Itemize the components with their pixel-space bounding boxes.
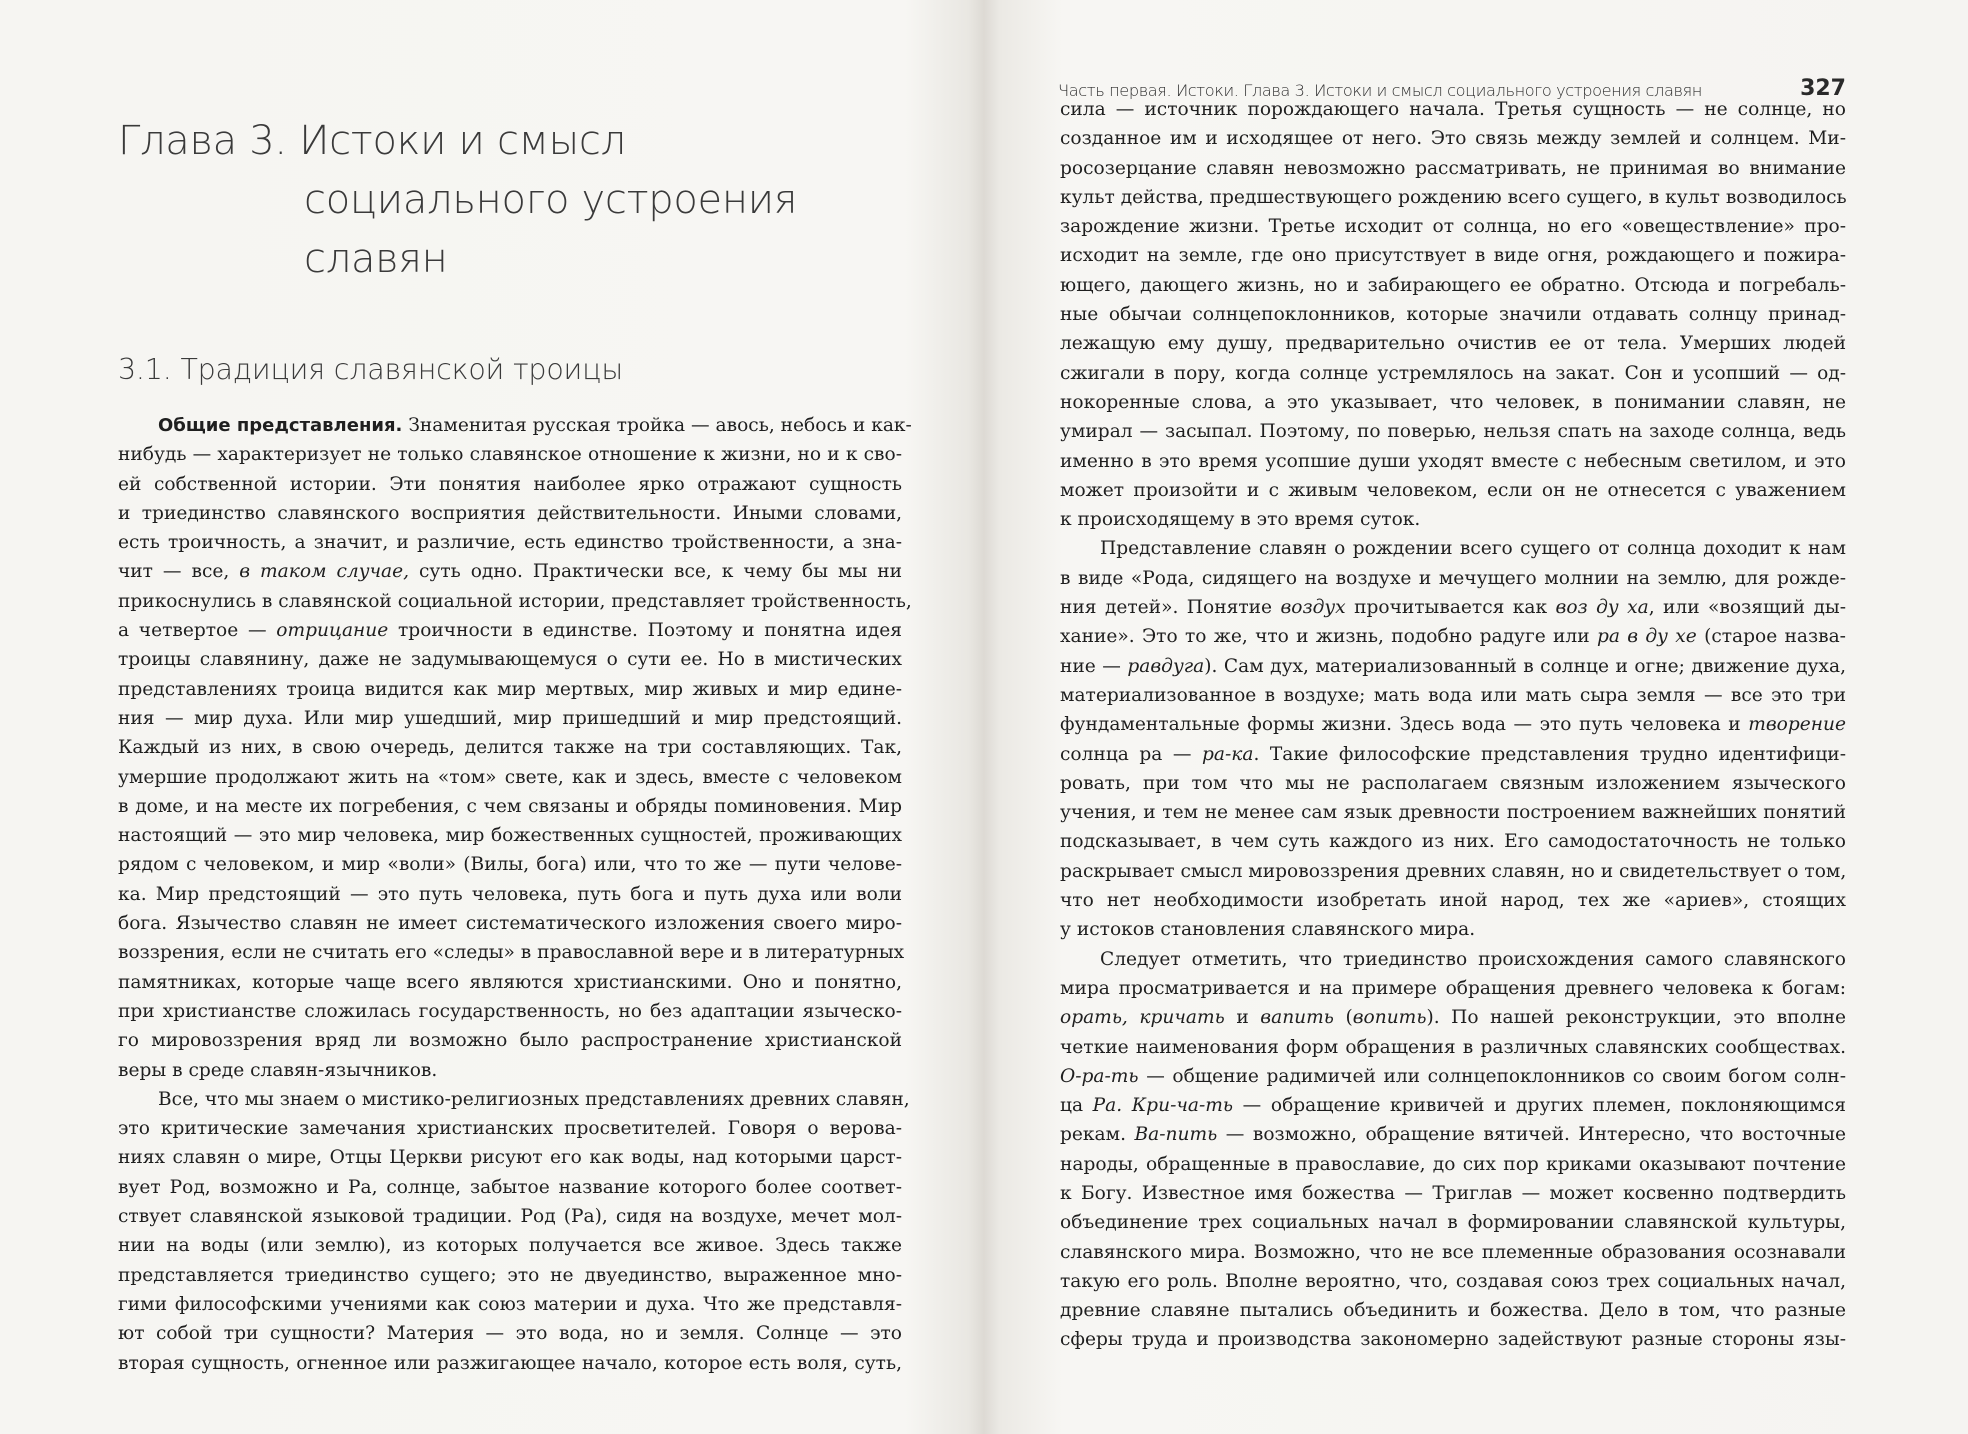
text-line: а четвертое — отрицание троичности в единстве. Поэтому и понятна идея bbox=[118, 620, 902, 642]
text-line: представляется триединство сущего; это не двуединство, выраженное мно- bbox=[118, 1264, 902, 1286]
text-line: исходит на земле, где оно присутствует в виде огня, рождающего и пожира- bbox=[1060, 245, 1846, 267]
text-line: учения, и тем не менее сам язык древности построением важнейших понятий bbox=[1060, 802, 1846, 824]
text-line: к Богу. Известное имя божества — Триглав — может косвенно подтвердить bbox=[1060, 1182, 1846, 1204]
text-line: бога. Язычество славян не имеет систематического изложения своего миро- bbox=[118, 913, 902, 935]
italic-term: воз ду ха bbox=[1555, 597, 1649, 619]
text-line: в виде «Рода, сидящего на воздухе и мечущего молнии на землю, для рожде- bbox=[1060, 567, 1846, 589]
text-line: ца Ра. Кри-ча-ть — обращение кривичей и других племен, поклоняющимся bbox=[1060, 1095, 1846, 1117]
text-line: фундаментальные формы жизни. Здесь вода — это путь человека и творение bbox=[1060, 714, 1846, 736]
text-line: объединение трех социальных начал в формировании славянской культуры, bbox=[1060, 1212, 1846, 1234]
chapter-title bbox=[118, 112, 878, 289]
text-line: материализованное в воздухе; мать вода или мать сыра земля — все это три bbox=[1060, 684, 1846, 706]
text-line: росозерцание славян невозможно рассматривать, не принимая во внимание bbox=[1060, 157, 1846, 179]
text-line: может произойти и с живым человеком, если он не отнесется с уважением bbox=[1060, 479, 1846, 501]
text-line: воззрения, если не считать его «следы» в православной вере и в литературных bbox=[118, 942, 905, 964]
text-line: ка. Мир предстоящий — это путь человека, путь бога и путь духа или воли bbox=[118, 883, 902, 905]
text-line: вует Род, возможно и Ра, солнце, забытое название которого более соответ- bbox=[118, 1176, 902, 1198]
text-line: и триединство славянского восприятия действительности. Иными словами, bbox=[118, 502, 902, 524]
text-line: лежащую ему душу, предварительно очистив ее от тела. Умерших людей bbox=[1060, 333, 1846, 355]
text-line: ния детей». Понятие воздух прочитывается как воз ду ха, или «возящий ды- bbox=[1060, 597, 1846, 619]
text-line: ние — равдуга). Сам дух, материализованный в солнце и огне; движение духа, bbox=[1060, 655, 1846, 677]
chapter-title-line-1: Глава 3. Истоки и смысл bbox=[118, 118, 626, 164]
text-line: славянского мира. Возможно, что не все племенные образования осознавали bbox=[1060, 1241, 1846, 1263]
text-line: ей собственной истории. Эти понятия наиболее ярко отражают сущность bbox=[118, 473, 902, 495]
text-line: веры в среде славян-язычников. bbox=[118, 1059, 438, 1081]
text-line: гими философскими учениями как союз материи и духа. Что же представля- bbox=[118, 1293, 902, 1315]
italic-term: вопить bbox=[1352, 1007, 1427, 1029]
text-line: Каждый из них, в свою очередь, делится также на три составляющих. Так, bbox=[118, 737, 902, 759]
text-line: ют собой три сущности? Материя — это вода, но и земля. Солнце — это bbox=[118, 1323, 902, 1345]
text-line: это критические замечания христианских просветителей. Говоря о верова- bbox=[118, 1118, 902, 1140]
italic-term: орать, кричать bbox=[1060, 1007, 1225, 1029]
text-line: народы, обращенные в православие, до сих пор криками оказывают почтение bbox=[1060, 1153, 1846, 1175]
text-line: умирал — засыпал. Поэтому, по поверью, нельзя спать на заходе солнца, ведь bbox=[1060, 421, 1846, 443]
text-line: рядом с человеком, и мир «воли» (Вилы, бога) или, что то же — пути челове- bbox=[118, 854, 902, 876]
text-line: умершие продолжают жить на «том» свете, как и здесь, вместе с человеком bbox=[118, 766, 902, 788]
text-line: орать, кричать и вапить (вопить). По нашей реконструкции, это вполне bbox=[1060, 1007, 1846, 1029]
text-line: ниях славян о мире, Отцы Церкви рисуют его как воды, над которыми царст- bbox=[118, 1147, 902, 1169]
text-line: у истоков становления славянского мира. bbox=[1060, 919, 1476, 941]
text-line: нибудь — характеризует не только славянское отношение к жизни, но и к сво- bbox=[118, 444, 902, 466]
right-page bbox=[984, 0, 1968, 1434]
text-line: культ действа, предшествующего рождению всего сущего, в культ возводилось bbox=[1060, 186, 1847, 208]
text-line: что нет необходимости изобретать иной народ, тех же «ариев», стоящих bbox=[1060, 890, 1846, 912]
right-body-text bbox=[1060, 95, 1846, 1355]
italic-term: воздух bbox=[1280, 597, 1346, 619]
text-line: Общие представления. Знаменитая русская тройка — авось, небось и как- bbox=[158, 415, 912, 436]
page-number: 327 bbox=[1800, 76, 1846, 101]
text-line: подсказывает, в чем суть каждого из них. Его самодостаточность не только bbox=[1060, 831, 1846, 853]
text-line: ствует славянской языковой традиции. Род (Ра), сидя на воздухе, мечет мол- bbox=[118, 1206, 902, 1228]
text-line: при христианстве сложилась государственность, но без адаптации языческо- bbox=[118, 1000, 902, 1022]
italic-term: равдуга bbox=[1127, 655, 1205, 677]
text-line: в доме, и на месте их погребения, с чем связаны и обряды поминовения. Мир bbox=[118, 795, 902, 817]
italic-term: вапить bbox=[1260, 1007, 1334, 1029]
text-line: такую его роль. Вполне вероятно, что, создавая союз трех социальных начал, bbox=[1060, 1270, 1846, 1292]
italic-term: ра в ду хе bbox=[1596, 626, 1697, 648]
text-line: представлениях троица видится как мир мертвых, мир живых и мир едине- bbox=[118, 678, 902, 700]
italic-term: О-ра-ть bbox=[1060, 1065, 1139, 1087]
text-line: мира просматривается и на примере обращения древнего человека к богам: bbox=[1060, 977, 1846, 999]
text-line: сферы труда и производства закономерно задействуют разные стороны язы- bbox=[1060, 1329, 1846, 1351]
text-line: солнца ра — ра-ка. Такие философские представления трудно идентифици- bbox=[1060, 743, 1846, 765]
text-line: ния — мир духа. Или мир ушедший, мир пришедший и мир предстоящий. bbox=[118, 707, 902, 729]
text-line: троицы славянину, даже не задумывающемуся о сути ее. Но в мистических bbox=[118, 649, 902, 671]
text-line: Представление славян о рождении всего сущего от солнца доходит к нам bbox=[1100, 538, 1846, 560]
text-line: сжигали в пору, когда солнце устремлялось на закат. Сон и усопший — од- bbox=[1060, 362, 1846, 384]
italic-term: отрицание bbox=[276, 620, 389, 642]
text-line: Следует отметить, что триединство происхождения самого славянского bbox=[1100, 948, 1846, 970]
italic-term: творение bbox=[1748, 714, 1846, 736]
text-line: к происходящему в это время суток. bbox=[1060, 509, 1421, 531]
text-line: древние славяне пытались объединить и божества. Дело в том, что разные bbox=[1060, 1300, 1846, 1322]
text-line: настоящий — это мир человека, мир божественных сущностей, проживающих bbox=[118, 825, 902, 847]
text-line: ные обычаи солнцепоклонников, которые значили отдавать солнцу принад- bbox=[1060, 304, 1846, 326]
text-line: зарождение жизни. Третье исходит от солнца, но его «овеществление» про- bbox=[1060, 216, 1846, 238]
text-line: именно в это время усопшие души уходят вместе с небесным светилом, и это bbox=[1060, 450, 1846, 472]
chapter-title-line-2: социального устроения bbox=[304, 177, 798, 223]
text-line: ровать, при том что мы не располагаем связным изложением языческого bbox=[1060, 772, 1846, 794]
text-line: ющего, дающего жизнь, но и забирающего ее обратно. Отсюда и погребаль- bbox=[1060, 274, 1846, 296]
text-line: памятниках, которые чаще всего являются христианскими. Оно и понятно, bbox=[118, 971, 902, 993]
text-line: нокоренные слова, а это указывает, что человек, в понимании славян, не bbox=[1060, 391, 1846, 413]
section-title: 3.1. Традиция славянской троицы bbox=[118, 353, 623, 386]
italic-term: Ра. Кри-ча-ть bbox=[1092, 1095, 1234, 1117]
text-line: нии на воды (или землю), из которых получается все живое. Здесь также bbox=[118, 1235, 902, 1257]
italic-term: Ва-пить bbox=[1134, 1124, 1218, 1146]
text-line: рекам. Ва-пить — возможно, обращение вятичей. Интересно, что восточные bbox=[1060, 1124, 1846, 1146]
text-line: чит — все, в таком случае, суть одно. Практически все, к чему бы мы ни bbox=[118, 561, 902, 583]
text-line: есть троичность, а значит, и различие, есть единство тройственности, а зна- bbox=[118, 532, 902, 554]
text-line: сила — источник порождающего начала. Третья сущность — не солнце, но bbox=[1060, 99, 1846, 120]
running-head: Часть первая. Истоки. Глава 3. Истоки и смысл социального устроения славян bbox=[1058, 81, 1702, 100]
text-line: вторая сущность, огненное или разжигающее начало, которое есть воля, суть, bbox=[118, 1352, 902, 1374]
text-line: созданное им и исходящее от него. Это связь между землей и солнцем. Ми- bbox=[1060, 128, 1846, 150]
italic-term: ра-ка bbox=[1201, 743, 1254, 765]
text-line: Все, что мы знаем о мистико-религиозных представлениях древних славян, bbox=[158, 1088, 910, 1110]
lead-in: Общие представления. bbox=[158, 415, 403, 436]
text-line: четкие наименования форм обращения в различных славянских сообществах. bbox=[1060, 1036, 1846, 1058]
chapter-title-line-3: славян bbox=[304, 236, 448, 282]
text-line: раскрывает смысл мировоззрения древних славян, но и свидетельствует о том, bbox=[1060, 860, 1847, 882]
left-body-text bbox=[118, 411, 912, 1378]
text-line: хание». Это то же, что и жизнь, подобно радуге или ра в ду хе (старое назва- bbox=[1060, 626, 1846, 648]
italic-term: в таком случае, bbox=[239, 561, 410, 583]
text-line: прикоснулись в славянской социальной истории, представляет тройственность, bbox=[118, 590, 912, 612]
text-line: О-ра-ть — общение радимичей или солнцепоклонников со своим богом солн- bbox=[1060, 1065, 1846, 1087]
text-line: го мировоззрения вряд ли возможно было распространение христианской bbox=[118, 1030, 902, 1052]
